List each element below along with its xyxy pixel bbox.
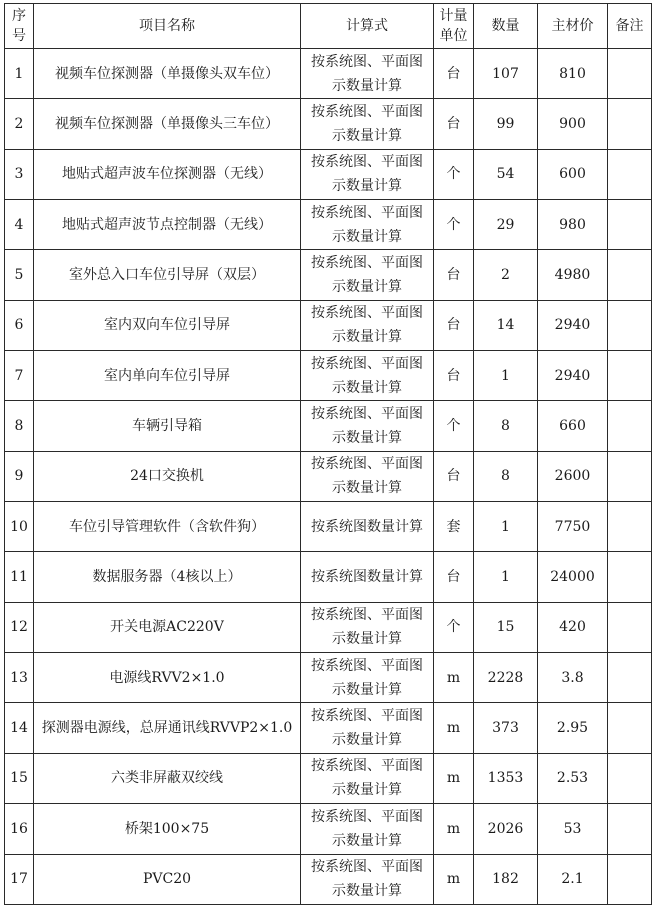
cell-formula: 按系统图、平面图示数量计算 — [301, 149, 434, 199]
cell-name: 六类非屏蔽双绞线 — [34, 753, 301, 803]
cell-name: PVC20 — [34, 854, 301, 904]
cell-seq: 12 — [5, 602, 34, 652]
table-row — [5, 200, 652, 250]
cell-name: 24口交换机 — [34, 451, 301, 501]
cell-seq: 8 — [5, 401, 34, 451]
cell-qty: 1353 — [474, 753, 538, 803]
cell-qty: 8 — [474, 401, 538, 451]
header-remark: 备注 — [608, 4, 652, 49]
cell-price: 810 — [538, 49, 608, 99]
table-row — [5, 149, 652, 199]
cell-name: 地贴式超声波节点控制器（无线） — [34, 200, 301, 250]
cell-name: 室外总入口车位引导屏（双层） — [34, 250, 301, 300]
cell-name: 室内单向车位引导屏 — [34, 351, 301, 401]
cell-qty: 2026 — [474, 804, 538, 854]
cell-formula: 按系统图、平面图示数量计算 — [301, 653, 434, 703]
table-row — [5, 804, 652, 854]
cell-qty: 182 — [474, 854, 538, 904]
table-row — [5, 451, 652, 501]
cell-remark — [608, 854, 652, 904]
cell-price: 2.95 — [538, 703, 608, 753]
cell-seq: 3 — [5, 149, 34, 199]
table-row — [5, 653, 652, 703]
cell-unit: 个 — [434, 602, 474, 652]
cell-remark — [608, 149, 652, 199]
cell-qty: 107 — [474, 49, 538, 99]
cell-remark — [608, 753, 652, 803]
cell-name: 数据服务器（4核以上） — [34, 552, 301, 602]
cell-remark — [608, 351, 652, 401]
cell-seq: 11 — [5, 552, 34, 602]
cell-qty: 8 — [474, 451, 538, 501]
cell-unit: 台 — [434, 552, 474, 602]
cell-price: 2600 — [538, 451, 608, 501]
cell-remark — [608, 250, 652, 300]
cell-formula: 按系统图、平面图示数量计算 — [301, 854, 434, 904]
cell-price: 600 — [538, 149, 608, 199]
table-row — [5, 250, 652, 300]
cell-qty: 15 — [474, 602, 538, 652]
cell-formula: 按系统图、平面图示数量计算 — [301, 401, 434, 451]
cell-seq: 17 — [5, 854, 34, 904]
table-row — [5, 854, 652, 904]
cell-unit: m — [434, 854, 474, 904]
cell-seq: 4 — [5, 200, 34, 250]
cell-remark — [608, 552, 652, 602]
cell-remark — [608, 602, 652, 652]
cell-price: 4980 — [538, 250, 608, 300]
cell-formula: 按系统图、平面图示数量计算 — [301, 753, 434, 803]
cell-unit: 个 — [434, 200, 474, 250]
cell-price: 24000 — [538, 552, 608, 602]
cell-seq: 14 — [5, 703, 34, 753]
cell-formula: 按系统图、平面图示数量计算 — [301, 99, 434, 149]
cell-formula: 按系统图、平面图示数量计算 — [301, 703, 434, 753]
cell-unit: 套 — [434, 502, 474, 552]
cell-formula: 按系统图、平面图示数量计算 — [301, 602, 434, 652]
cell-name: 车位引导管理软件（含软件狗） — [34, 502, 301, 552]
cell-name: 电源线RVV2×1.0 — [34, 653, 301, 703]
cell-formula: 按系统图、平面图示数量计算 — [301, 300, 434, 350]
cell-name: 车辆引导箱 — [34, 401, 301, 451]
cell-remark — [608, 99, 652, 149]
cell-price: 2940 — [538, 300, 608, 350]
cell-formula: 按系统图、平面图示数量计算 — [301, 351, 434, 401]
cell-formula: 按系统图数量计算 — [301, 552, 434, 602]
cell-name: 地贴式超声波车位探测器（无线） — [34, 149, 301, 199]
cell-qty: 99 — [474, 99, 538, 149]
cell-price: 3.8 — [538, 653, 608, 703]
cell-formula: 按系统图、平面图示数量计算 — [301, 451, 434, 501]
cell-formula: 按系统图、平面图示数量计算 — [301, 49, 434, 99]
cell-formula: 按系统图、平面图示数量计算 — [301, 250, 434, 300]
table-row — [5, 401, 652, 451]
cell-unit: m — [434, 653, 474, 703]
cell-seq: 2 — [5, 99, 34, 149]
cell-unit: m — [434, 804, 474, 854]
cell-remark — [608, 401, 652, 451]
cell-seq: 6 — [5, 300, 34, 350]
header-qty: 数量 — [474, 4, 538, 49]
cell-seq: 15 — [5, 753, 34, 803]
cell-name: 探测器电源线，总屏通讯线RVVP2×1.0 — [34, 703, 301, 753]
cell-unit: 个 — [434, 149, 474, 199]
cell-price: 2.53 — [538, 753, 608, 803]
cell-unit: 个 — [434, 401, 474, 451]
cell-qty: 14 — [474, 300, 538, 350]
table-row — [5, 753, 652, 803]
cell-name: 视频车位探测器（单摄像头双车位） — [34, 49, 301, 99]
cell-remark — [608, 502, 652, 552]
cell-remark — [608, 200, 652, 250]
cell-remark — [608, 653, 652, 703]
cell-seq: 9 — [5, 451, 34, 501]
quantity-table — [4, 3, 652, 905]
cell-qty: 1 — [474, 552, 538, 602]
table-row — [5, 49, 652, 99]
table-row — [5, 602, 652, 652]
cell-price: 7750 — [538, 502, 608, 552]
cell-remark — [608, 49, 652, 99]
cell-unit: 台 — [434, 451, 474, 501]
cell-seq: 5 — [5, 250, 34, 300]
header-seq: 序号 — [5, 4, 34, 49]
header-formula: 计算式 — [301, 4, 434, 49]
cell-price: 900 — [538, 99, 608, 149]
cell-seq: 16 — [5, 804, 34, 854]
cell-qty: 1 — [474, 351, 538, 401]
header-price: 主材价 — [538, 4, 608, 49]
table-row — [5, 300, 652, 350]
cell-unit: 台 — [434, 300, 474, 350]
header-unit: 计量单位 — [434, 4, 474, 49]
header-name: 项目名称 — [34, 4, 301, 49]
table-body — [5, 49, 652, 905]
table-row — [5, 703, 652, 753]
cell-seq: 7 — [5, 351, 34, 401]
cell-remark — [608, 804, 652, 854]
table-row — [5, 502, 652, 552]
cell-name: 桥架100×75 — [34, 804, 301, 854]
cell-seq: 13 — [5, 653, 34, 703]
cell-name: 开关电源AC220V — [34, 602, 301, 652]
cell-price: 660 — [538, 401, 608, 451]
cell-price: 53 — [538, 804, 608, 854]
table-row — [5, 99, 652, 149]
cell-name: 室内双向车位引导屏 — [34, 300, 301, 350]
cell-unit: 台 — [434, 49, 474, 99]
cell-unit: m — [434, 753, 474, 803]
cell-qty: 373 — [474, 703, 538, 753]
cell-price: 2940 — [538, 351, 608, 401]
cell-formula: 按系统图、平面图示数量计算 — [301, 200, 434, 250]
table-row — [5, 351, 652, 401]
cell-formula: 按系统图数量计算 — [301, 502, 434, 552]
cell-seq: 1 — [5, 49, 34, 99]
cell-remark — [608, 451, 652, 501]
table-row — [5, 552, 652, 602]
cell-qty: 1 — [474, 502, 538, 552]
cell-qty: 2 — [474, 250, 538, 300]
cell-unit: 台 — [434, 351, 474, 401]
cell-qty: 2228 — [474, 653, 538, 703]
cell-remark — [608, 703, 652, 753]
cell-seq: 10 — [5, 502, 34, 552]
cell-unit: 台 — [434, 99, 474, 149]
cell-qty: 54 — [474, 149, 538, 199]
cell-price: 2.1 — [538, 854, 608, 904]
cell-price: 980 — [538, 200, 608, 250]
cell-name: 视频车位探测器（单摄像头三车位） — [34, 99, 301, 149]
cell-remark — [608, 300, 652, 350]
cell-price: 420 — [538, 602, 608, 652]
cell-formula: 按系统图、平面图示数量计算 — [301, 804, 434, 854]
cell-unit: 台 — [434, 250, 474, 300]
cell-qty: 29 — [474, 200, 538, 250]
cell-unit: m — [434, 703, 474, 753]
header-row — [5, 4, 652, 49]
